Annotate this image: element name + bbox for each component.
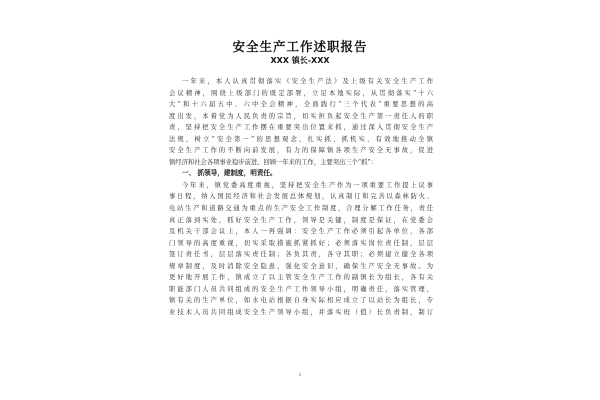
body-line: 今年来，镇党委高度重视，坚持把安全生产作为一项重要工作提上议事 bbox=[182, 181, 433, 189]
body-line: 更好地开展工作，镇成立了以主管安全生产工作的副镇长为组长，各有关 bbox=[169, 274, 433, 282]
body-line: 安全生产工作的不断向前发展，有力的保障镇各项生产安全无事故，促进 bbox=[169, 147, 433, 155]
body-line: 度出发，本着党为人民负责的宗旨，切实担负起安全生产第一责任人的职 bbox=[169, 112, 433, 120]
body-line: 真正落到实处，抓好安全生产工作，领导是关键，制度是保证，在党委会 bbox=[169, 216, 433, 224]
page-number: 1 bbox=[298, 373, 302, 378]
body-line: 事日程，纳入国民经济和社会发展总体规划，认真制订和完善以森林防火、 bbox=[169, 193, 433, 201]
section-heading: 一、 抓领导，建制度，明责任。 bbox=[182, 169, 277, 178]
body-line: 及机关干部会议上，本人一再强调：安全生产工作必须引起各单位，各部 bbox=[169, 228, 433, 236]
body-line: 责，坚持把安全生产工作摆在重要突出位置来抓，通过深入贯彻安全生产 bbox=[169, 124, 433, 132]
document-subtitle: XXX 镇长-XXX bbox=[270, 56, 330, 65]
body-line: 法规，树立“安全第一”的思想观念，扎实抓、抓机实，有效地推动全镇 bbox=[169, 135, 433, 143]
body-line: 职能部门人员共同组成的安全生产工作领导小组，明确责任，落实管理， bbox=[169, 285, 433, 293]
body-line: 大”和十六届五中、六中全会精神，全面践行“三个代表”重要思想的高 bbox=[169, 101, 433, 109]
body-line: 会议精神，围绕上级部门的既定部署，立足本地实际，从贯彻落实“十六 bbox=[169, 89, 433, 97]
body-line: 一年来，本人认真贯彻落实《安全生产法》及上级有关安全生产工作 bbox=[182, 78, 433, 85]
body-line: 签订责任书，层层落实责任制；各负其责，各守其职；必须建立健全各项 bbox=[169, 251, 433, 259]
document-body bbox=[169, 76, 433, 318]
body-line: 镇有关的生产单位，如水电站根据自身实际相应成立了以站长为组长，专 bbox=[169, 297, 433, 305]
body-line: 镇经济和社会各项事业稳步前进。回顾一年来的工作，主要突出三个“抓”： bbox=[169, 158, 377, 166]
body-line: 业技术人员共同组成安全生产领导小组，并落实班（值）长负责制，制订 bbox=[169, 308, 433, 316]
body-line: 规章制度，及时消除安全隐患，强化安全意识，确保生产安全无事故。为 bbox=[169, 262, 433, 270]
body-line: 门领导的高度重视，切实采取措施抓紧抓好；必须落实岗位责任制，层层 bbox=[169, 239, 433, 247]
body-line: 电站生产和道路交通为重点的生产安全工作制度，合理分解工作任务，责任 bbox=[169, 205, 433, 213]
document-title: 安全生产工作述职报告 bbox=[232, 39, 368, 54]
